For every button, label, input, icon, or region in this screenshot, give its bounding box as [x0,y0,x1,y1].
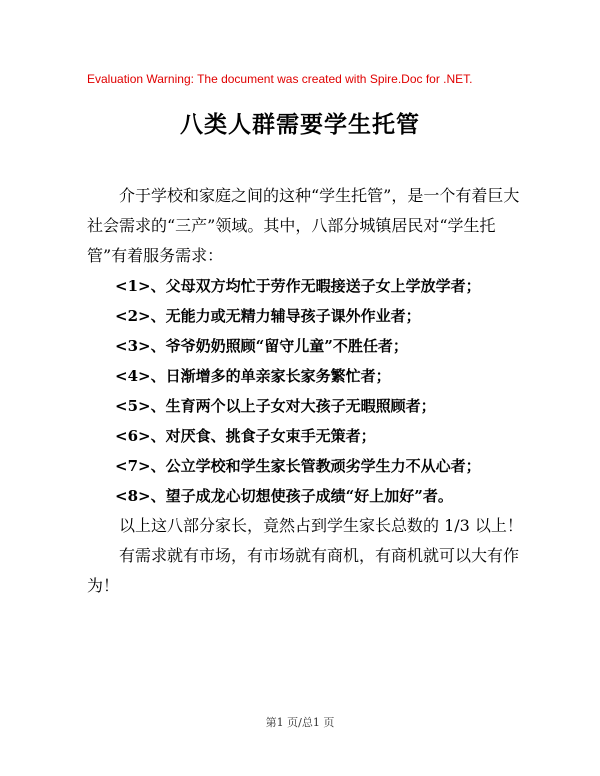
list-item: <8>、望子成龙心切想使孩子成绩“好上加好”者。 [115,487,453,505]
intro-paragraph: 介于学校和家庭之间的这种“学生托管”，是一个有着巨大社会需求的“三产”领域。其中，八部分城镇居民对“学生托管”有着服务需求： [87,186,520,265]
list-item: <4>、日渐增多的单亲家长家务繁忙者； [115,367,391,385]
needs-list [87,271,527,511]
conclusion-paragraph: 有需求就有市场，有市场就有商机，有商机就可以大有作为！ [87,546,520,595]
list-item: <2>、无能力或无精力辅导孩子课外作业者； [115,307,421,325]
list-item: <6>、对厌食、挑食子女束手无策者； [115,427,376,445]
document-title: 八类人群需要学生托管 [180,111,420,138]
summary-paragraph: 以上这八部分家长，竟然占到学生家长总数的 1/3 以上！ [119,516,523,535]
list-item: <1>、父母双方均忙于劳作无暇接送子女上学放学者； [115,277,481,295]
list-item: <3>、爷爷奶奶照顾“留守儿童”不胜任者； [115,337,408,355]
list-item: <5>、生育两个以上子女对大孩子无暇照顾者； [115,397,436,415]
list-item: <7>、公立学校和学生家长管教顽劣学生力不从心者； [115,457,481,475]
evaluation-warning: Evaluation Warning: The document was created with Spire.Doc for .NET. [87,72,473,86]
document-body [87,181,527,601]
page-footer: 第1 页/总1 页 [265,716,335,729]
